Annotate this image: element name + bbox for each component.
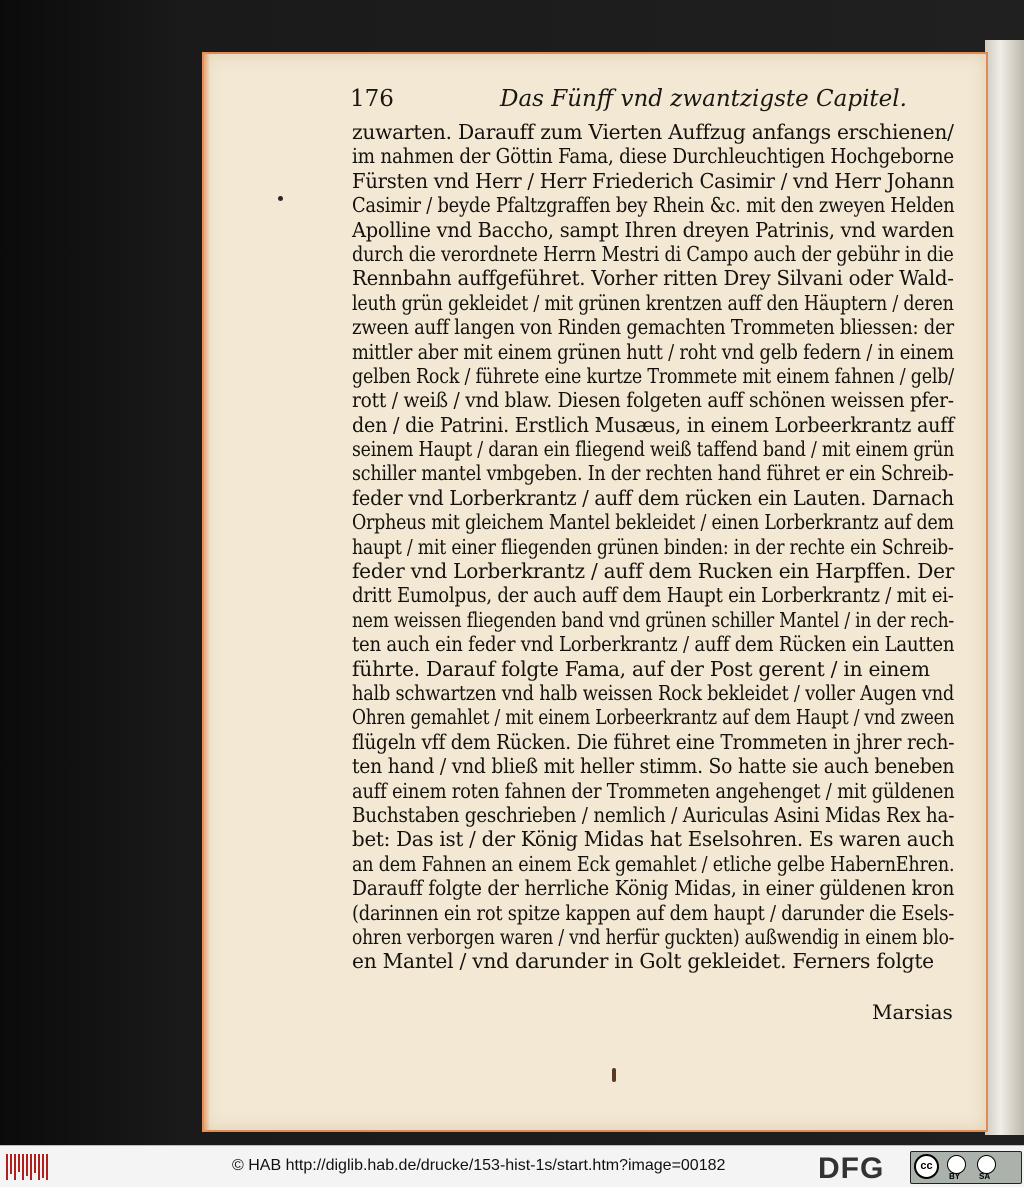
dfg-logo: DFG: [818, 1152, 885, 1185]
text-line: im nahmen der Göttin Fama, diese Durchleuchtigen Hochgeborne: [352, 144, 954, 169]
text-line: rott / weiß / vnd blaw. Diesen folgeten auff schönen weissen pfer-: [352, 388, 954, 413]
text-line: haupt / mit einer fliegenden grünen binden: in der rechte ein Schreib-: [352, 534, 954, 559]
text-line: leuth grün gekleidet / mit grünen krentzen auff den Häuptern / deren: [352, 290, 954, 315]
sa-label: SA: [979, 1172, 991, 1181]
text-line: ohren verborgen waren / vnd herfür guckten) außwendig in einem blo-: [352, 924, 955, 949]
text-line: nem weissen fliegenden band vnd grünen schiller Mantel / in der rech-: [352, 607, 954, 632]
text-line: (darinnen ein rot spitze kappen auf dem haupt / darunder die Esels-: [352, 900, 955, 925]
text-line: führte. Darauf folgte Fama, auf der Post gerent / in einem: [352, 656, 930, 681]
copyright-link[interactable]: © HAB http://diglib.hab.de/drucke/153-hist-1s/start.htm?image=00182: [232, 1157, 726, 1174]
ink-mark-margin: [278, 196, 283, 201]
cc-license-badge[interactable]: [910, 1151, 1022, 1184]
text-line: den / die Patrini. Erstlich Musæus, in einem Lorbeerkrantz auff: [352, 412, 954, 437]
text-line: mittler aber mit einem grünen hutt / roht vnd gelb federn / in einem: [352, 339, 954, 364]
text-line: ten hand / vnd bließ mit heller stimm. So hatte sie auch beneben: [352, 754, 955, 779]
running-title: Das Fünff vnd zwantzigste Capitel.: [500, 86, 907, 112]
text-line: schiller mantel vmbgeben. In der rechten hand führet er ein Schreib-: [352, 461, 954, 486]
text-line: an dem Fahnen an einem Eck gemahlet / etliche gelbe HabernEhren.: [352, 851, 955, 876]
viewer-footer: [0, 1145, 1024, 1187]
page-number: 176: [350, 86, 394, 112]
text-line: zween auff langen von Rinden gemachten Trommeten bliessen: der: [352, 315, 954, 340]
page-header: [350, 86, 970, 120]
text-line: ten auch ein feder vnd Lorberkrantz / auff dem Rücken ein Lautten: [352, 632, 955, 657]
text-line: Ohren gemahlet / mit einem Lorbeerkrantz auf dem Haupt / vnd zween: [352, 705, 955, 730]
cc-icon: cc: [914, 1154, 939, 1179]
text-line: bet: Das ist / der König Midas hat Eselsohren. Es waren auch: [352, 827, 955, 852]
page-edge-stain: [202, 52, 210, 1132]
by-label: BY: [949, 1172, 961, 1181]
ink-mark-bottom: [612, 1068, 616, 1082]
text-line: Fürsten vnd Herr / Herr Friederich Casimir / vnd Herr Johann: [352, 168, 955, 193]
barcode-icon: [6, 1154, 50, 1180]
text-line: zuwarten. Darauff zum Vierten Auffzug anfangs erschienen/: [352, 120, 954, 144]
text-line: auff einem roten fahnen der Trommeten angehenget / mit güldenen: [352, 778, 955, 803]
text-line: seinem Haupt / daran ein fliegend weiß taffend band / mit einem grün: [352, 437, 955, 462]
text-line: feder vnd Lorberkrantz / auff dem rücken ein Lauten. Darnach: [352, 485, 954, 510]
catchword: Marsias: [872, 1000, 953, 1024]
text-line: Buchstaben geschrieben / nemlich / Auriculas Asini Midas Rex ha-: [352, 802, 955, 827]
text-line: Casimir / beyde Pfaltzgraffen bey Rhein &c. mit den zweyen Helden: [352, 193, 955, 218]
text-line: halb schwartzen vnd halb weissen Rock bekleidet / voller Augen vnd: [352, 680, 955, 705]
text-line: en Mantel / vnd darunder in Golt gekleidet. Ferners folgte: [352, 949, 934, 974]
page-stack-edge: [985, 40, 1024, 1135]
text-line: flügeln vff dem Rücken. Die führet eine Trommeten in jhrer rech-: [352, 729, 955, 754]
text-line: durch die verordnete Herrn Mestri di Campo auch der gebühr in die: [352, 241, 954, 266]
text-line: Orpheus mit gleichem Mantel bekleidet / einen Lorberkrantz auf dem: [352, 510, 954, 535]
text-line: Apolline vnd Baccho, sampt Ihren dreyen Patrinis, vnd warden: [352, 217, 955, 242]
text-line: gelben Rock / führete eine kurtze Trommete mit einem fahnen / gelb/: [352, 363, 954, 388]
text-line: Rennbahn auffgeführet. Vorher ritten Drey Silvani oder Wald-: [352, 266, 954, 291]
text-line: dritt Eumolpus, der auch auff dem Haupt ein Lorberkrantz / mit ei-: [352, 583, 954, 608]
body-text: [352, 120, 954, 974]
text-line: feder vnd Lorberkrantz / auff dem Rucken ein Harpffen. Der: [352, 559, 955, 584]
text-line: Darauff folgte der herrliche König Midas, in einer güldenen kron: [352, 876, 955, 901]
